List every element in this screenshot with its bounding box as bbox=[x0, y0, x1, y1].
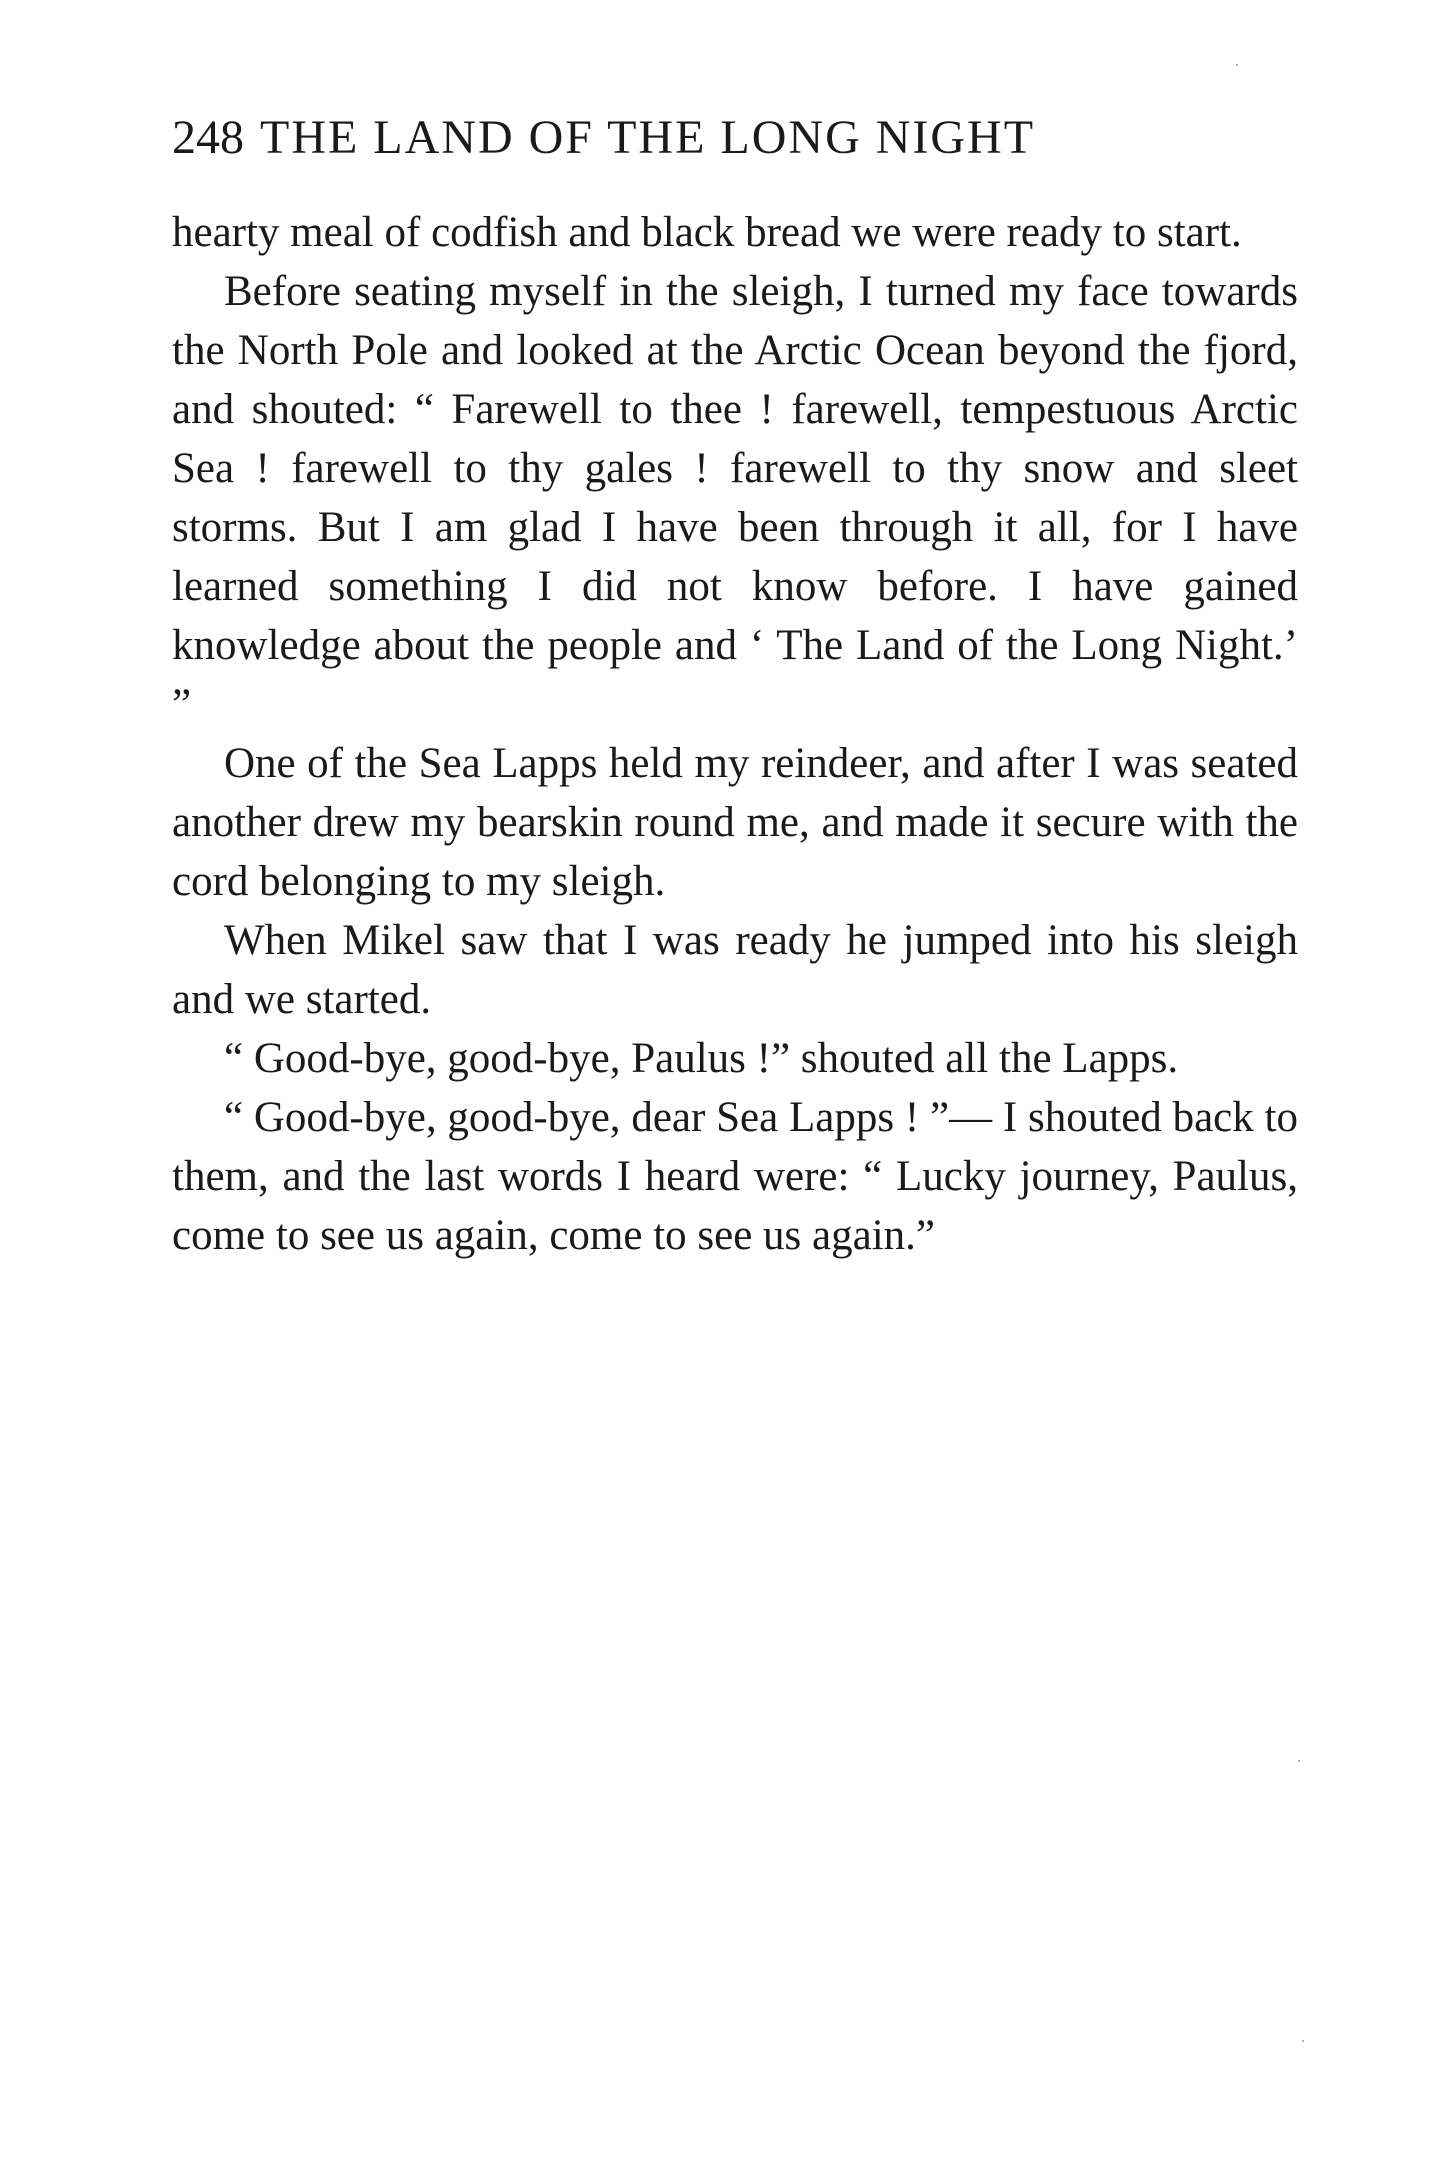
paper-speck bbox=[1236, 64, 1238, 66]
paragraph-reindeer: One of the Sea Lapps held my reindeer, and after I was seated another drew my bearskin round me, and made it secure with the cord belonging to my sleigh. bbox=[172, 740, 1298, 905]
page-number: 248 bbox=[172, 111, 244, 164]
paragraph-continuation: hearty meal of codfish and black bread we were ready to start. bbox=[172, 209, 1242, 256]
paragraph-lapps-goodbye: “ Good-bye, good-bye, Paulus !” shouted all the Lapps. bbox=[224, 1035, 1179, 1082]
body-text bbox=[172, 203, 1298, 1265]
paper-speck bbox=[1298, 1760, 1300, 1762]
running-title: THE LAND OF THE LONG NIGHT bbox=[260, 111, 1036, 164]
paragraph-mikel: When Mikel saw that I was ready he jumped into his sleigh and we started. bbox=[172, 917, 1298, 1023]
paragraph-farewell-speech: Before seating myself in the sleigh, I turned my face towards the North Pole and looked at the Arctic Ocean beyond the fjord, and shouted: “ Farewell to thee ! farewell, tempestuous Arctic Sea ! farewell to thy gales ! farewell to thy snow and sleet storms. But I am glad I have been through it all, for I have learned something I did not know before. I have gained knowledge about the people and ‘ The Land of the Long Night.’ ” bbox=[172, 268, 1298, 728]
paper-speck bbox=[1302, 2040, 1304, 2042]
paragraph-last-words: “ Good-bye, good-bye, dear Sea Lapps ! ”— I shouted back to them, and the last words I heard were: “ Lucky journey, Paulus, come to see us again, come to see us again.” bbox=[172, 1094, 1298, 1259]
running-header bbox=[172, 108, 1298, 168]
